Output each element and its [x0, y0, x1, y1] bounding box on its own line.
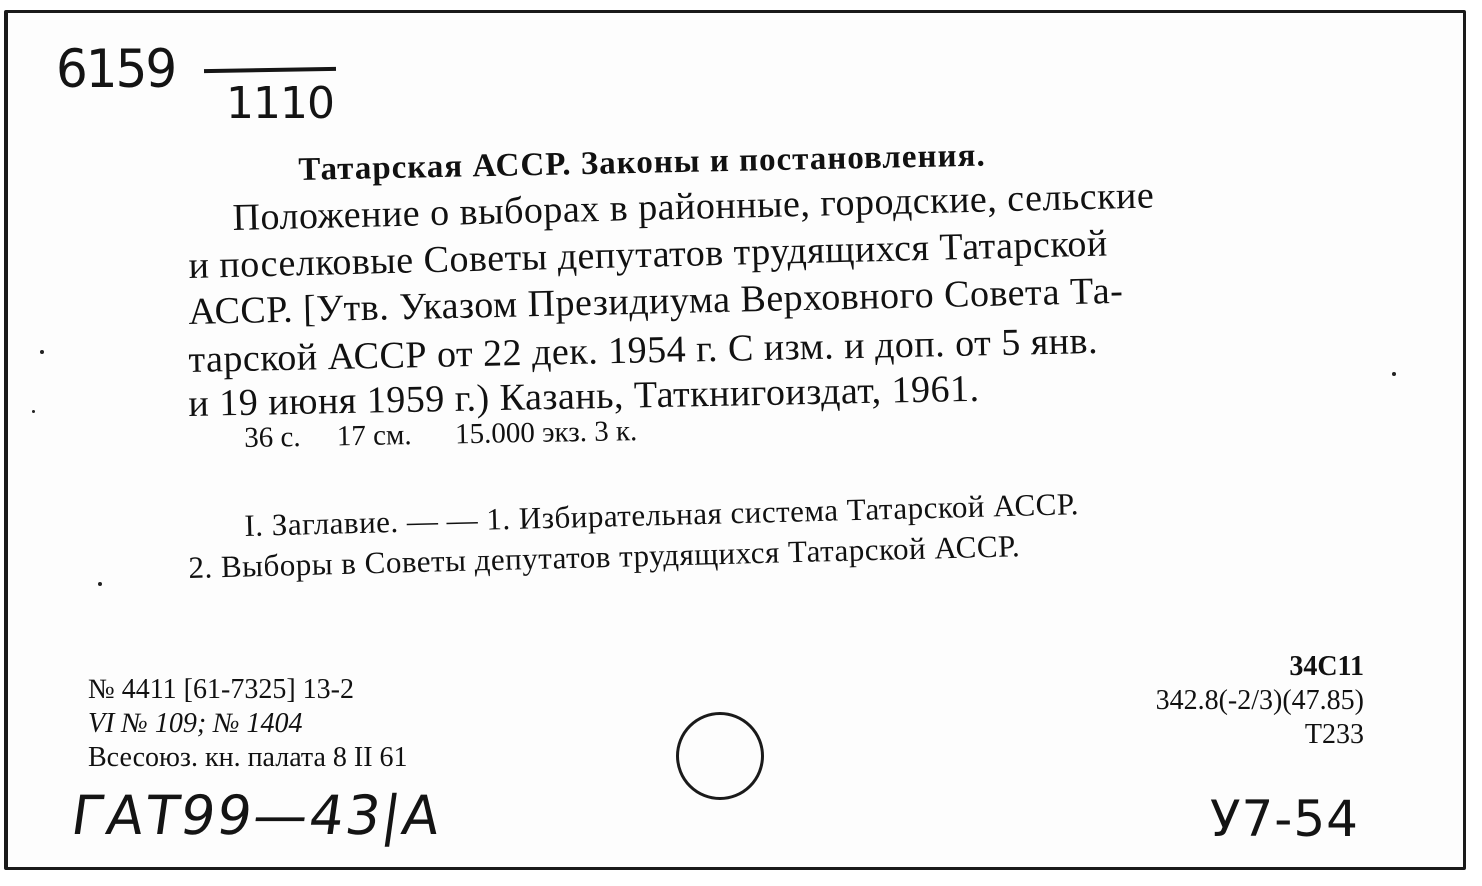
- body-line: АССР. [Утв. Указом Президиума Верховного Совета Та-: [188, 269, 1124, 333]
- body-line: и 19 июня 1959 г.) Казань, Таткнигоиздат, 1961.: [188, 367, 980, 425]
- meta-line: № 4411 [61-7325] 13-2: [88, 674, 354, 705]
- speck: [32, 410, 35, 413]
- classification-block: [1156, 650, 1364, 752]
- punch-hole-circle: [676, 712, 764, 800]
- speck: [98, 582, 102, 586]
- classification-index: 342.8(-2/3)(47.85): [1155, 685, 1364, 716]
- author-mark: Т233: [1304, 719, 1364, 750]
- body-line: тарской АССР от 22 дек. 1954 г. С изм. и доп. от 5 янв.: [188, 319, 1099, 381]
- body-line: и поселковые Советы депутатов трудящихся Татарской: [188, 222, 1109, 287]
- physical-description: 36 с. 17 см. 15.000 экз. 3 к.: [244, 415, 638, 454]
- meta-line: Всесоюз. кн. палата 8 II 61: [88, 742, 408, 773]
- body-line: Положение о выборах в районные, городские, сельские: [232, 174, 1155, 239]
- speck: [1392, 372, 1396, 376]
- subject-line: 2. Выборы в Советы депутатов трудящихся Татарской АССР.: [188, 528, 1021, 585]
- speck: [40, 350, 44, 354]
- handwritten-number-top: 6159: [56, 38, 176, 100]
- subject-line: I. Заглавие. — — 1. Избирательная система Татарской АССР.: [244, 486, 1080, 543]
- handwritten-stamp-right: У7-54: [1210, 790, 1359, 848]
- meta-line: VI № 109; № 1404: [88, 708, 303, 739]
- handwritten-number-bottom: 1110: [226, 78, 334, 129]
- classification-code: 34С11: [1289, 651, 1364, 682]
- handwritten-stamp-left: ГАТ99—43|А: [67, 784, 446, 847]
- card-heading: Татарская АССР. Законы и постановления.: [298, 137, 986, 188]
